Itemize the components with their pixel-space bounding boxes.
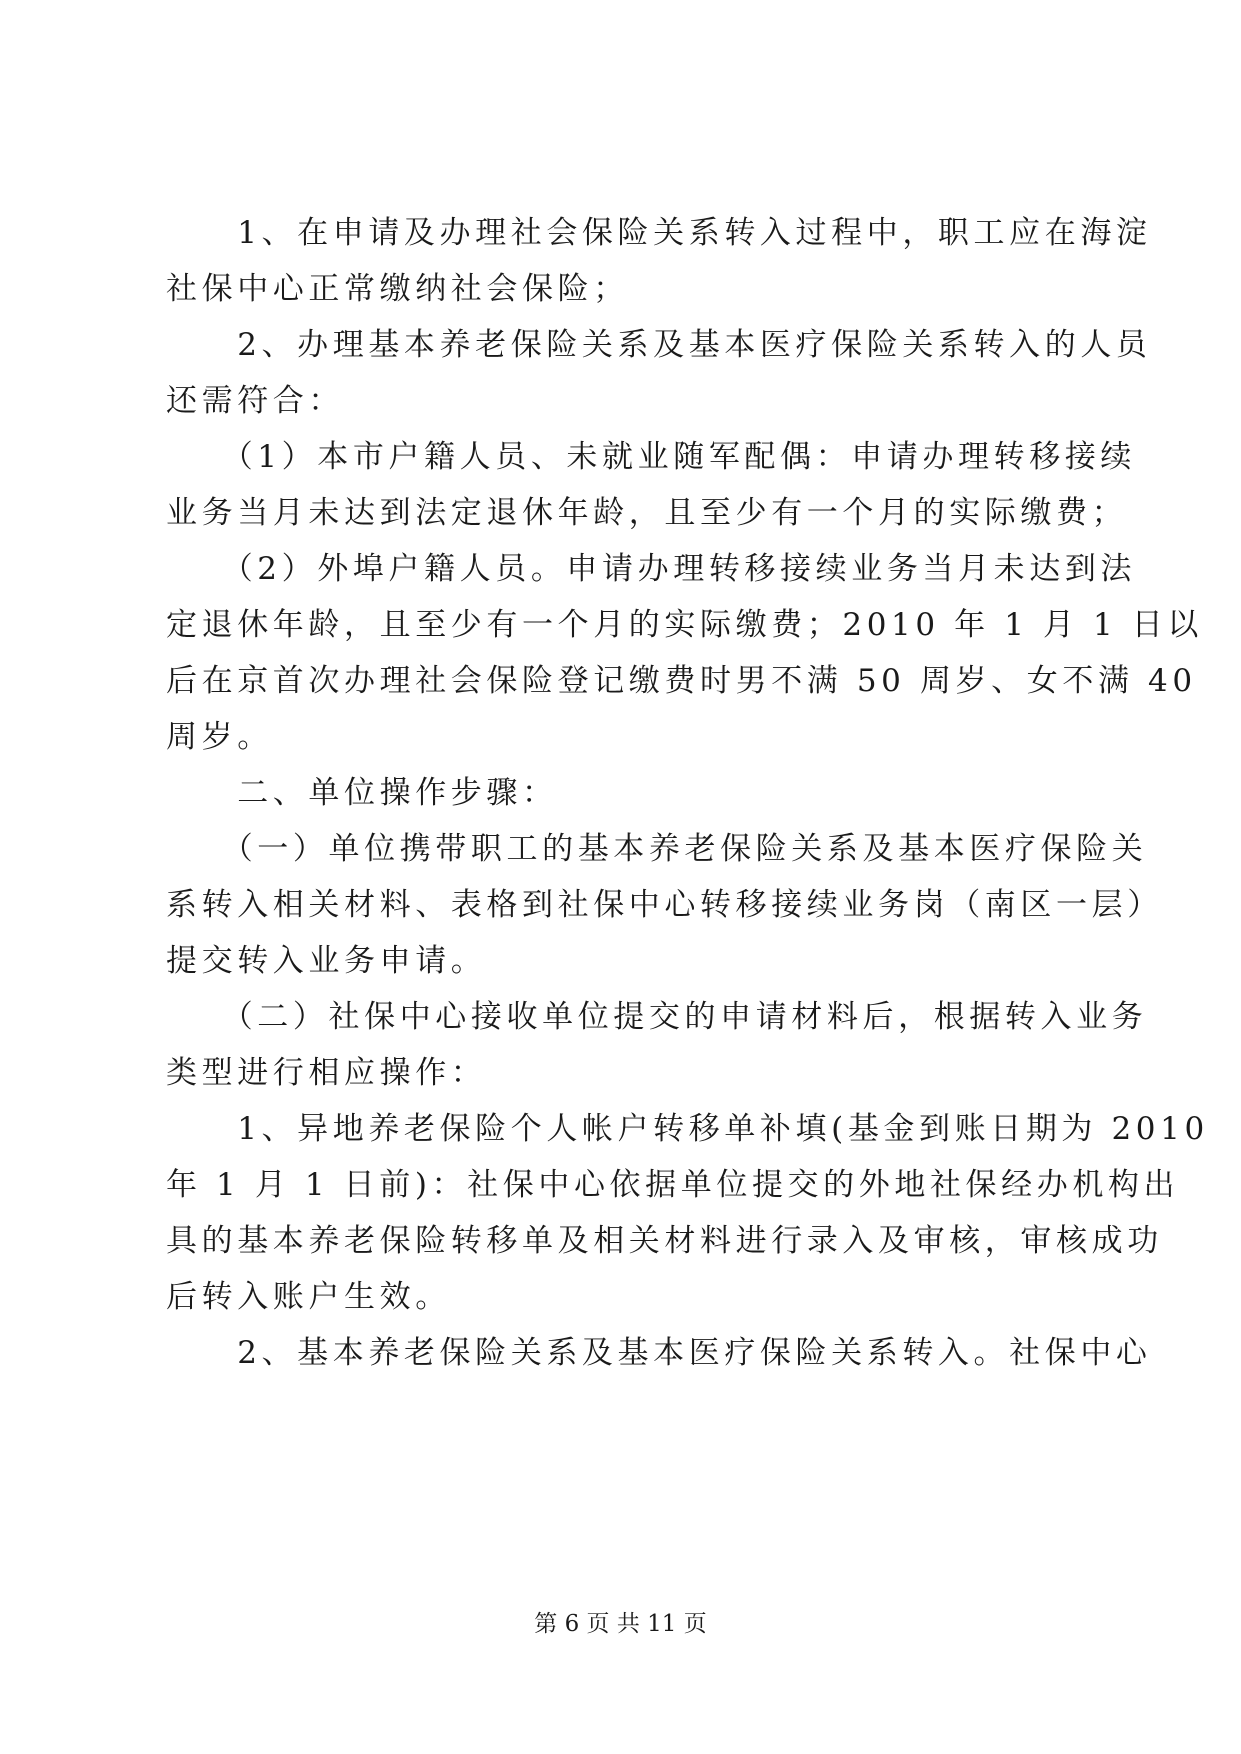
page-number-footer: 第 6 页 共 11 页: [534, 1611, 707, 1637]
paragraph-line: （1）本市户籍人员、未就业随军配偶：申请办理转移接续: [166, 439, 1137, 475]
paragraph-line: 2、办理基本养老保险关系及基本医疗保险关系转入的人员: [166, 327, 1152, 363]
paragraph-line: 具的基本养老保险转移单及相关材料进行录入及审核，审核成功: [166, 1223, 1163, 1259]
paragraph-line: 定退休年龄，且至少有一个月的实际缴费；2010 年 1 月 1 日以: [166, 607, 1204, 643]
paragraph-line: 类型进行相应操作：: [166, 1055, 487, 1091]
paragraph-line: 还需符合：: [166, 383, 344, 419]
paragraph-line: 后在京首次办理社会保险登记缴费时男不满 50 周岁、女不满 40: [166, 663, 1197, 699]
section-heading: 二、单位操作步骤：: [166, 775, 558, 811]
paragraph-line: 2、基本养老保险关系及基本医疗保险关系转入。社保中心: [166, 1335, 1152, 1371]
paragraph-line: 社保中心正常缴纳社会保险；: [166, 271, 629, 307]
paragraph-line: 年 1 月 1 日前)：社保中心依据单位提交的外地社保经办机构出: [166, 1167, 1180, 1203]
paragraph-line: （二）社保中心接收单位提交的申请材料后，根据转入业务: [166, 999, 1148, 1035]
paragraph-line: 1、在申请及办理社会保险关系转入过程中，职工应在海淀: [166, 215, 1152, 251]
paragraph-line: （2）外埠户籍人员。申请办理转移接续业务当月未达到法: [166, 551, 1137, 587]
paragraph-line: （一）单位携带职工的基本养老保险关系及基本医疗保险关: [166, 831, 1148, 867]
paragraph-line: 后转入账户生效。: [166, 1279, 451, 1315]
paragraph-line: 提交转入业务申请。: [166, 943, 487, 979]
paragraph-line: 业务当月未达到法定退休年龄，且至少有一个月的实际缴费；: [166, 495, 1128, 531]
paragraph-line: 1、异地养老保险个人帐户转移单补填(基金到账日期为 2010: [166, 1111, 1209, 1147]
paragraph-line: 系转入相关材料、表格到社保中心转移接续业务岗（南区一层）: [166, 887, 1163, 923]
paragraph-line: 周岁。: [166, 719, 273, 755]
